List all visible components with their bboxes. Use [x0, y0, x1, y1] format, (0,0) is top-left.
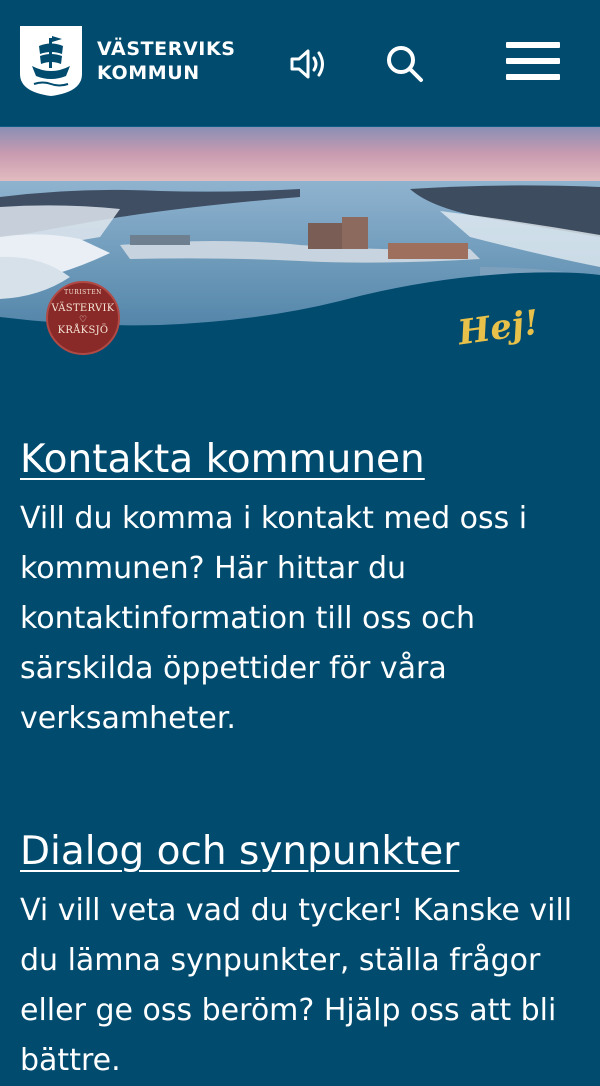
hamburger-menu-icon	[504, 40, 562, 82]
contact-link[interactable]: Kontakta kommunen	[20, 437, 425, 482]
dialog-section	[20, 826, 580, 1086]
logo-line-1: VÄSTERVIKS	[97, 38, 236, 60]
heart-icon: ♡	[78, 315, 88, 325]
badge-line-1: VÄSTERVIK	[51, 303, 115, 314]
ship-shield-icon	[18, 24, 84, 98]
speaker-icon	[288, 47, 328, 81]
listen-button[interactable]	[285, 42, 331, 86]
section-text: Vi vill veta vad du tycker! Kanske vill du lämna synpunkter, ställa frågor eller ge oss beröm? Hjälp oss att bli bättre.	[20, 893, 573, 1078]
hero-banner	[0, 127, 600, 417]
menu-button[interactable]	[500, 36, 566, 86]
hero-harbor-image	[0, 127, 600, 417]
section-title	[20, 434, 580, 486]
home-logo-link[interactable]	[18, 24, 236, 98]
search-button[interactable]	[383, 42, 427, 86]
search-icon	[386, 45, 424, 83]
badge-top-text: TURISTEN	[64, 289, 102, 296]
site-header	[0, 0, 600, 127]
logo-wordmark	[97, 37, 236, 85]
tourism-badge	[46, 281, 120, 355]
contact-section	[20, 434, 580, 744]
logo-line-2: KOMMUN	[97, 62, 200, 84]
badge-line-2: KRÅKSJÖ	[57, 325, 109, 336]
dialog-link[interactable]: Dialog och synpunkter	[20, 829, 460, 874]
section-text: Vill du komma i kontakt med oss i kommunen? Här hittar du kontaktinformation till oss och särskilda öppettider för våra verksamheter.	[20, 501, 528, 736]
greeting-text: Hej!	[455, 302, 542, 354]
section-title	[20, 826, 580, 878]
